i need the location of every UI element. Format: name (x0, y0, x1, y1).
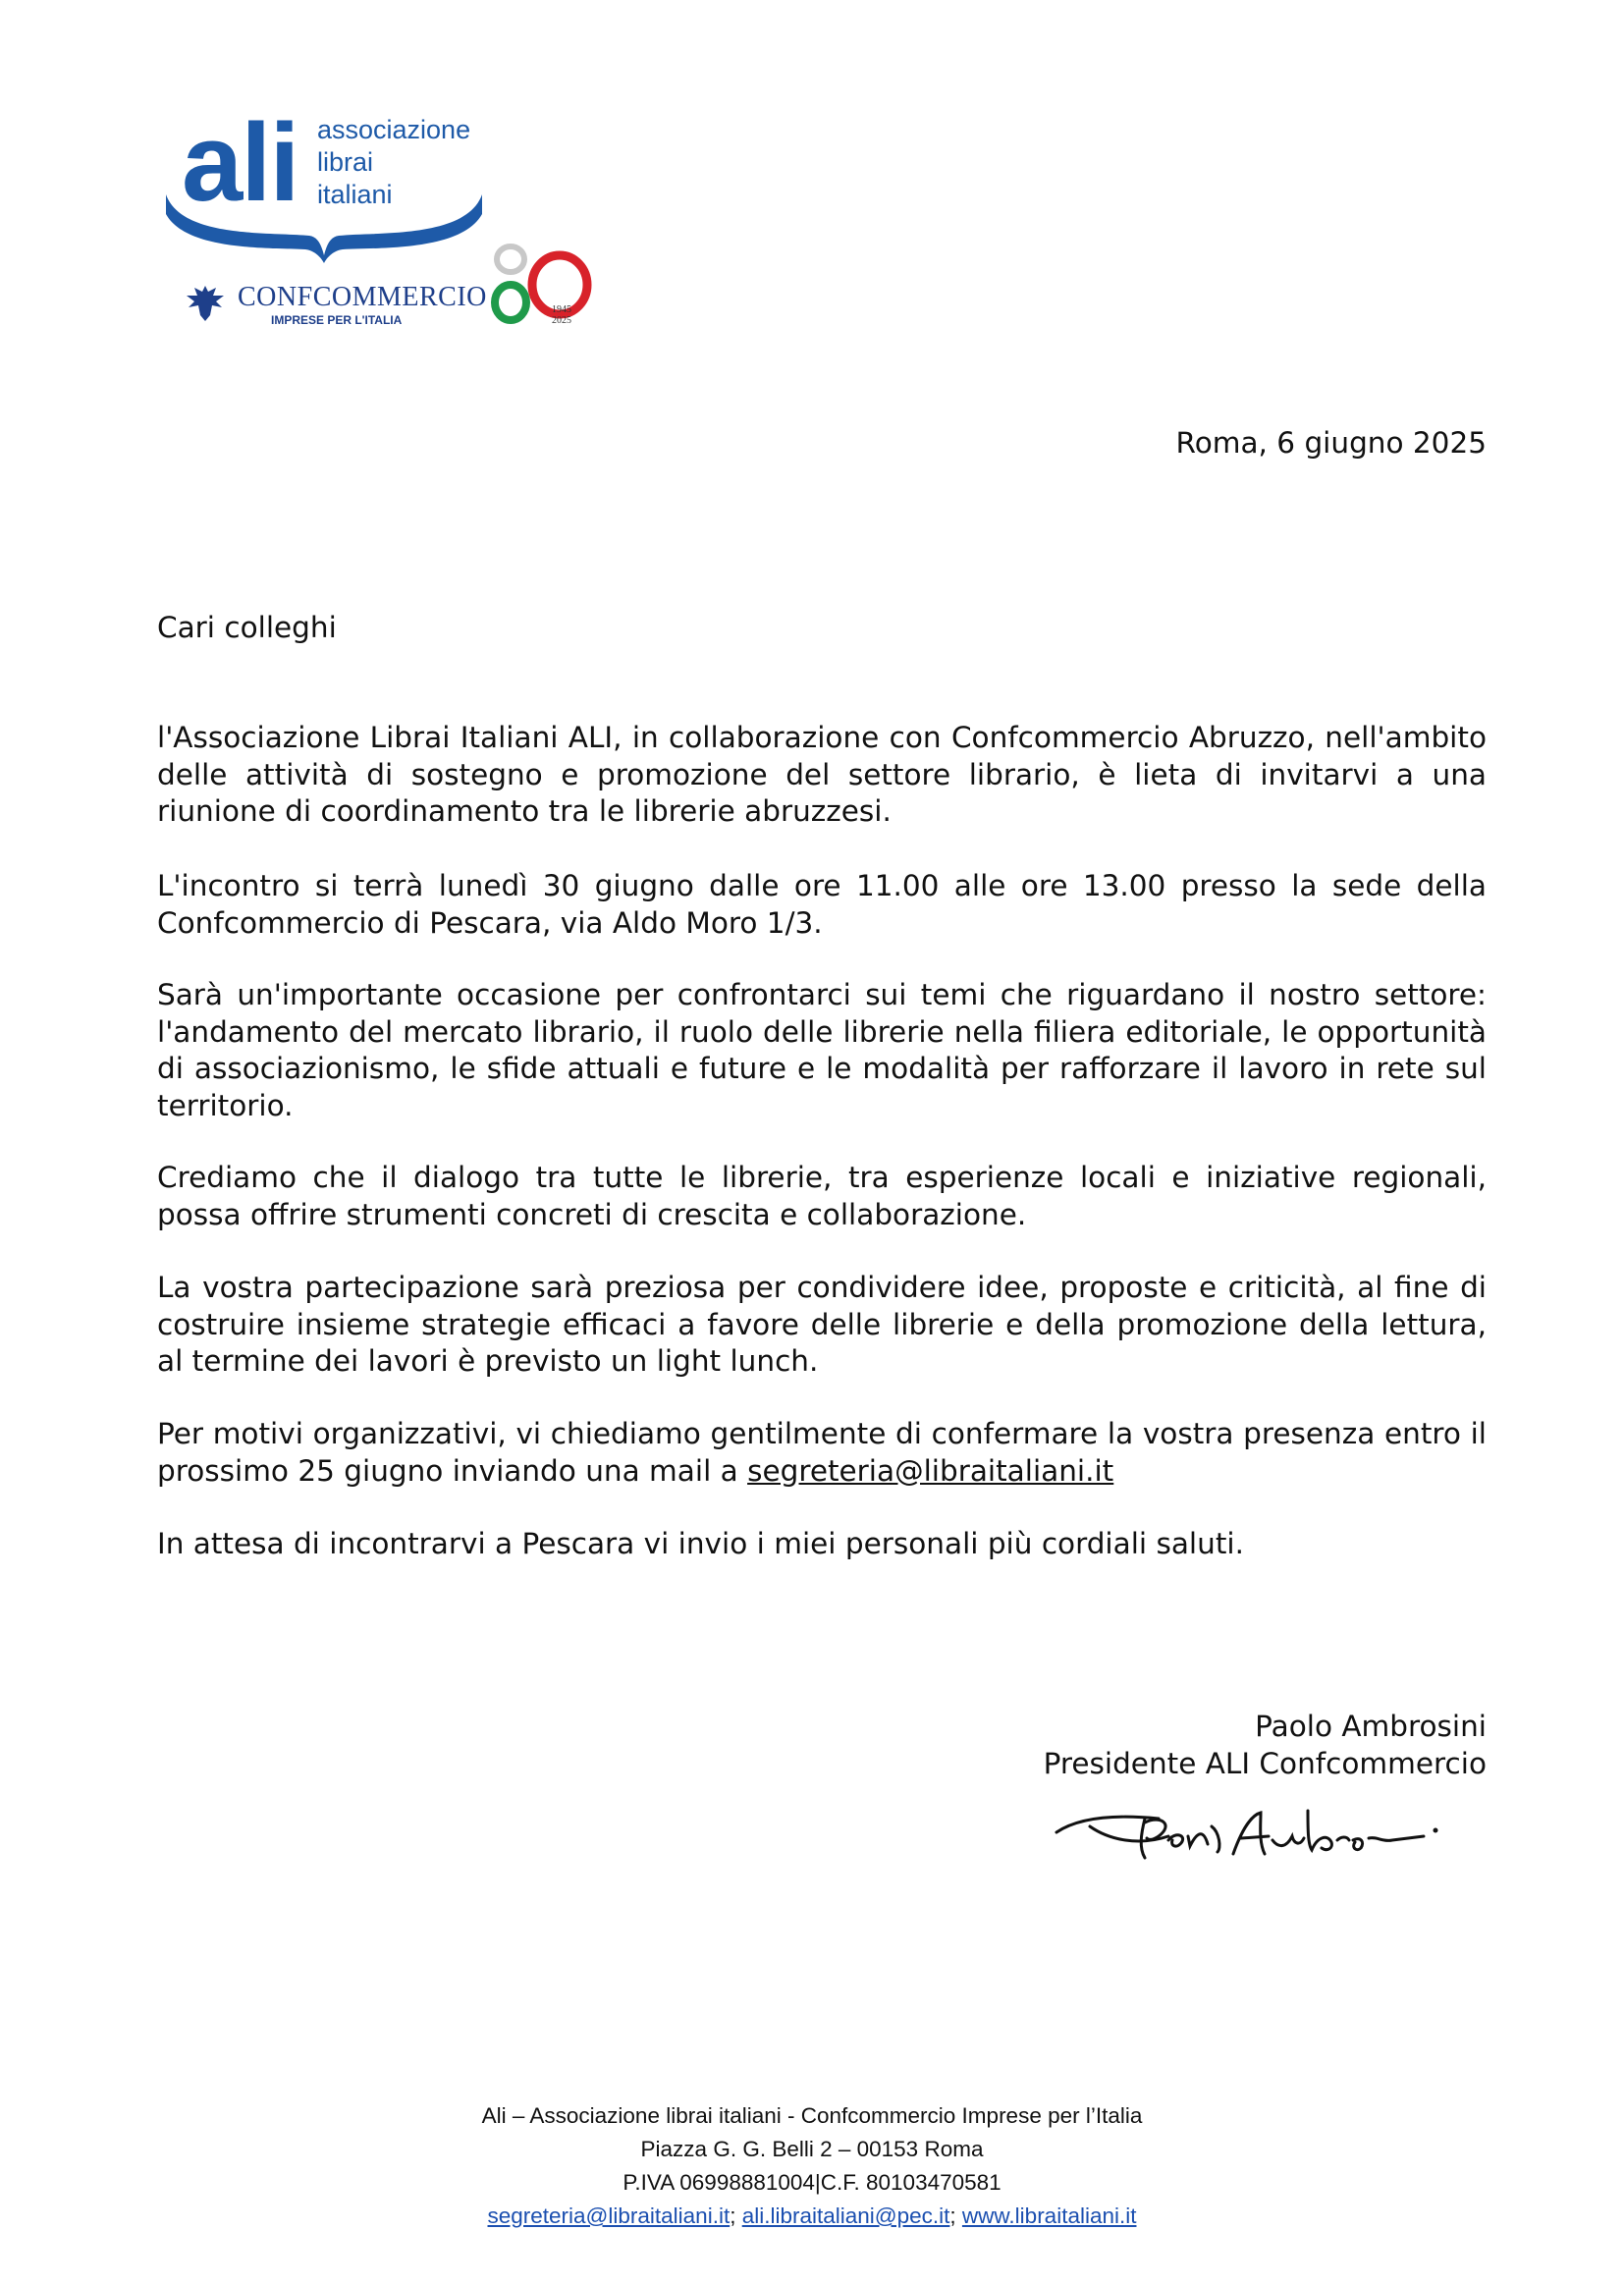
footer-website-link[interactable]: www.libraitaliani.it (961, 2203, 1137, 2228)
confcommercio-subtitle: IMPRESE PER L'ITALIA (271, 313, 403, 327)
letter-paragraph: La vostra partecipazione sarà preziosa per condividere idee, proposte e criticità, al fine di costruire insieme strategie efficaci a favore delle librerie e della promozione della lettura, al termine dei lavori è previsto un light lunch. (157, 1271, 1487, 1378)
rsvp-email-link[interactable]: segreteria@libraitaliani.it (747, 1453, 1114, 1488)
signature-block (1044, 1709, 1487, 1782)
confcommercio-name: CONFCOMMERCIO (238, 282, 487, 312)
anniversary-year-end: 2025 (552, 315, 571, 326)
ali-logo-word: ali (182, 101, 298, 224)
signer-title: Presidente ALI Confcommercio (1043, 1746, 1487, 1780)
footer-address: Piazza G. G. Belli 2 – 00153 Roma (640, 2137, 984, 2161)
anniversary-year-start: 1945 (552, 304, 571, 315)
ali-tagline-line: italiani (317, 180, 393, 209)
letterhead-footer (0, 2099, 1624, 2233)
anniversary-80-logo (489, 236, 597, 334)
anniversary-years (552, 304, 571, 326)
letter-closing: In attesa di incontrarvi a Pescara vi invio i miei personali più cordiali saluti. (157, 1527, 1244, 1560)
ali-logo (162, 101, 486, 253)
letter-paragraph: Sarà un'importante occasione per confrontarci sui temi che riguardano il nostro settore: l'andamento del mercato librario, il ruolo delle librerie nella filiera editoriale, le opportunità di associazionismo, le sfide attuali e future e le modalità per rafforzare il lavoro in rete sul territorio. (157, 978, 1487, 1122)
eagle-icon (183, 282, 228, 325)
footer-contacts (0, 2200, 1624, 2233)
footer-separator: ; (949, 2203, 962, 2228)
letter-paragraph: l'Associazione Librai Italiani ALI, in collaborazione con Confcommercio Abruzzo, nell'ambito delle attività di sostegno e promozione del settore librario, è lieta di invitarvi a una riunione di coordinamento tra le librerie abruzzesi. (157, 721, 1487, 828)
confcommercio-logo (183, 278, 487, 327)
ali-logo-swoosh (162, 185, 486, 263)
letter-paragraph: L'incontro si terrà lunedì 30 giugno dalle ore 11.00 alle ore 13.00 presso la sede della Confcommercio di Pescara, via Aldo Moro 1/3. (157, 869, 1487, 940)
footer-pec-link[interactable]: ali.libraitaliani@pec.it (741, 2203, 950, 2228)
letter-greeting: Cari colleghi (157, 611, 337, 644)
rsvp-text: Per motivi organizzativi, vi chiediamo gentilmente di confermare la vostra presenza entro il prossimo 25 giugno inviando una mail a (157, 1417, 1487, 1488)
letter-paragraph: Crediamo che il dialogo tra tutte le librerie, tra esperienze locali e iniziative regionali, possa offrire strumenti concreti di crescita e collaborazione. (157, 1161, 1487, 1231)
ali-tagline-line: librai (317, 147, 374, 177)
ali-tagline-line: associazione (317, 115, 471, 144)
signer-name: Paolo Ambrosini (1255, 1710, 1487, 1743)
rsvp-paragraph (157, 1416, 1487, 1490)
footer-separator: ; (730, 2203, 742, 2228)
footer-email-link[interactable]: segreteria@libraitaliani.it (487, 2203, 731, 2228)
footer-tax-ids: P.IVA 06998881004|C.F. 80103470581 (623, 2170, 1001, 2195)
footer-organization: Ali – Associazione librai italiani - Confcommercio Imprese per l’Italia (481, 2103, 1143, 2128)
letter-date: Roma, 6 giugno 2025 (1175, 426, 1487, 460)
handwritten-signature (1051, 1797, 1473, 1866)
